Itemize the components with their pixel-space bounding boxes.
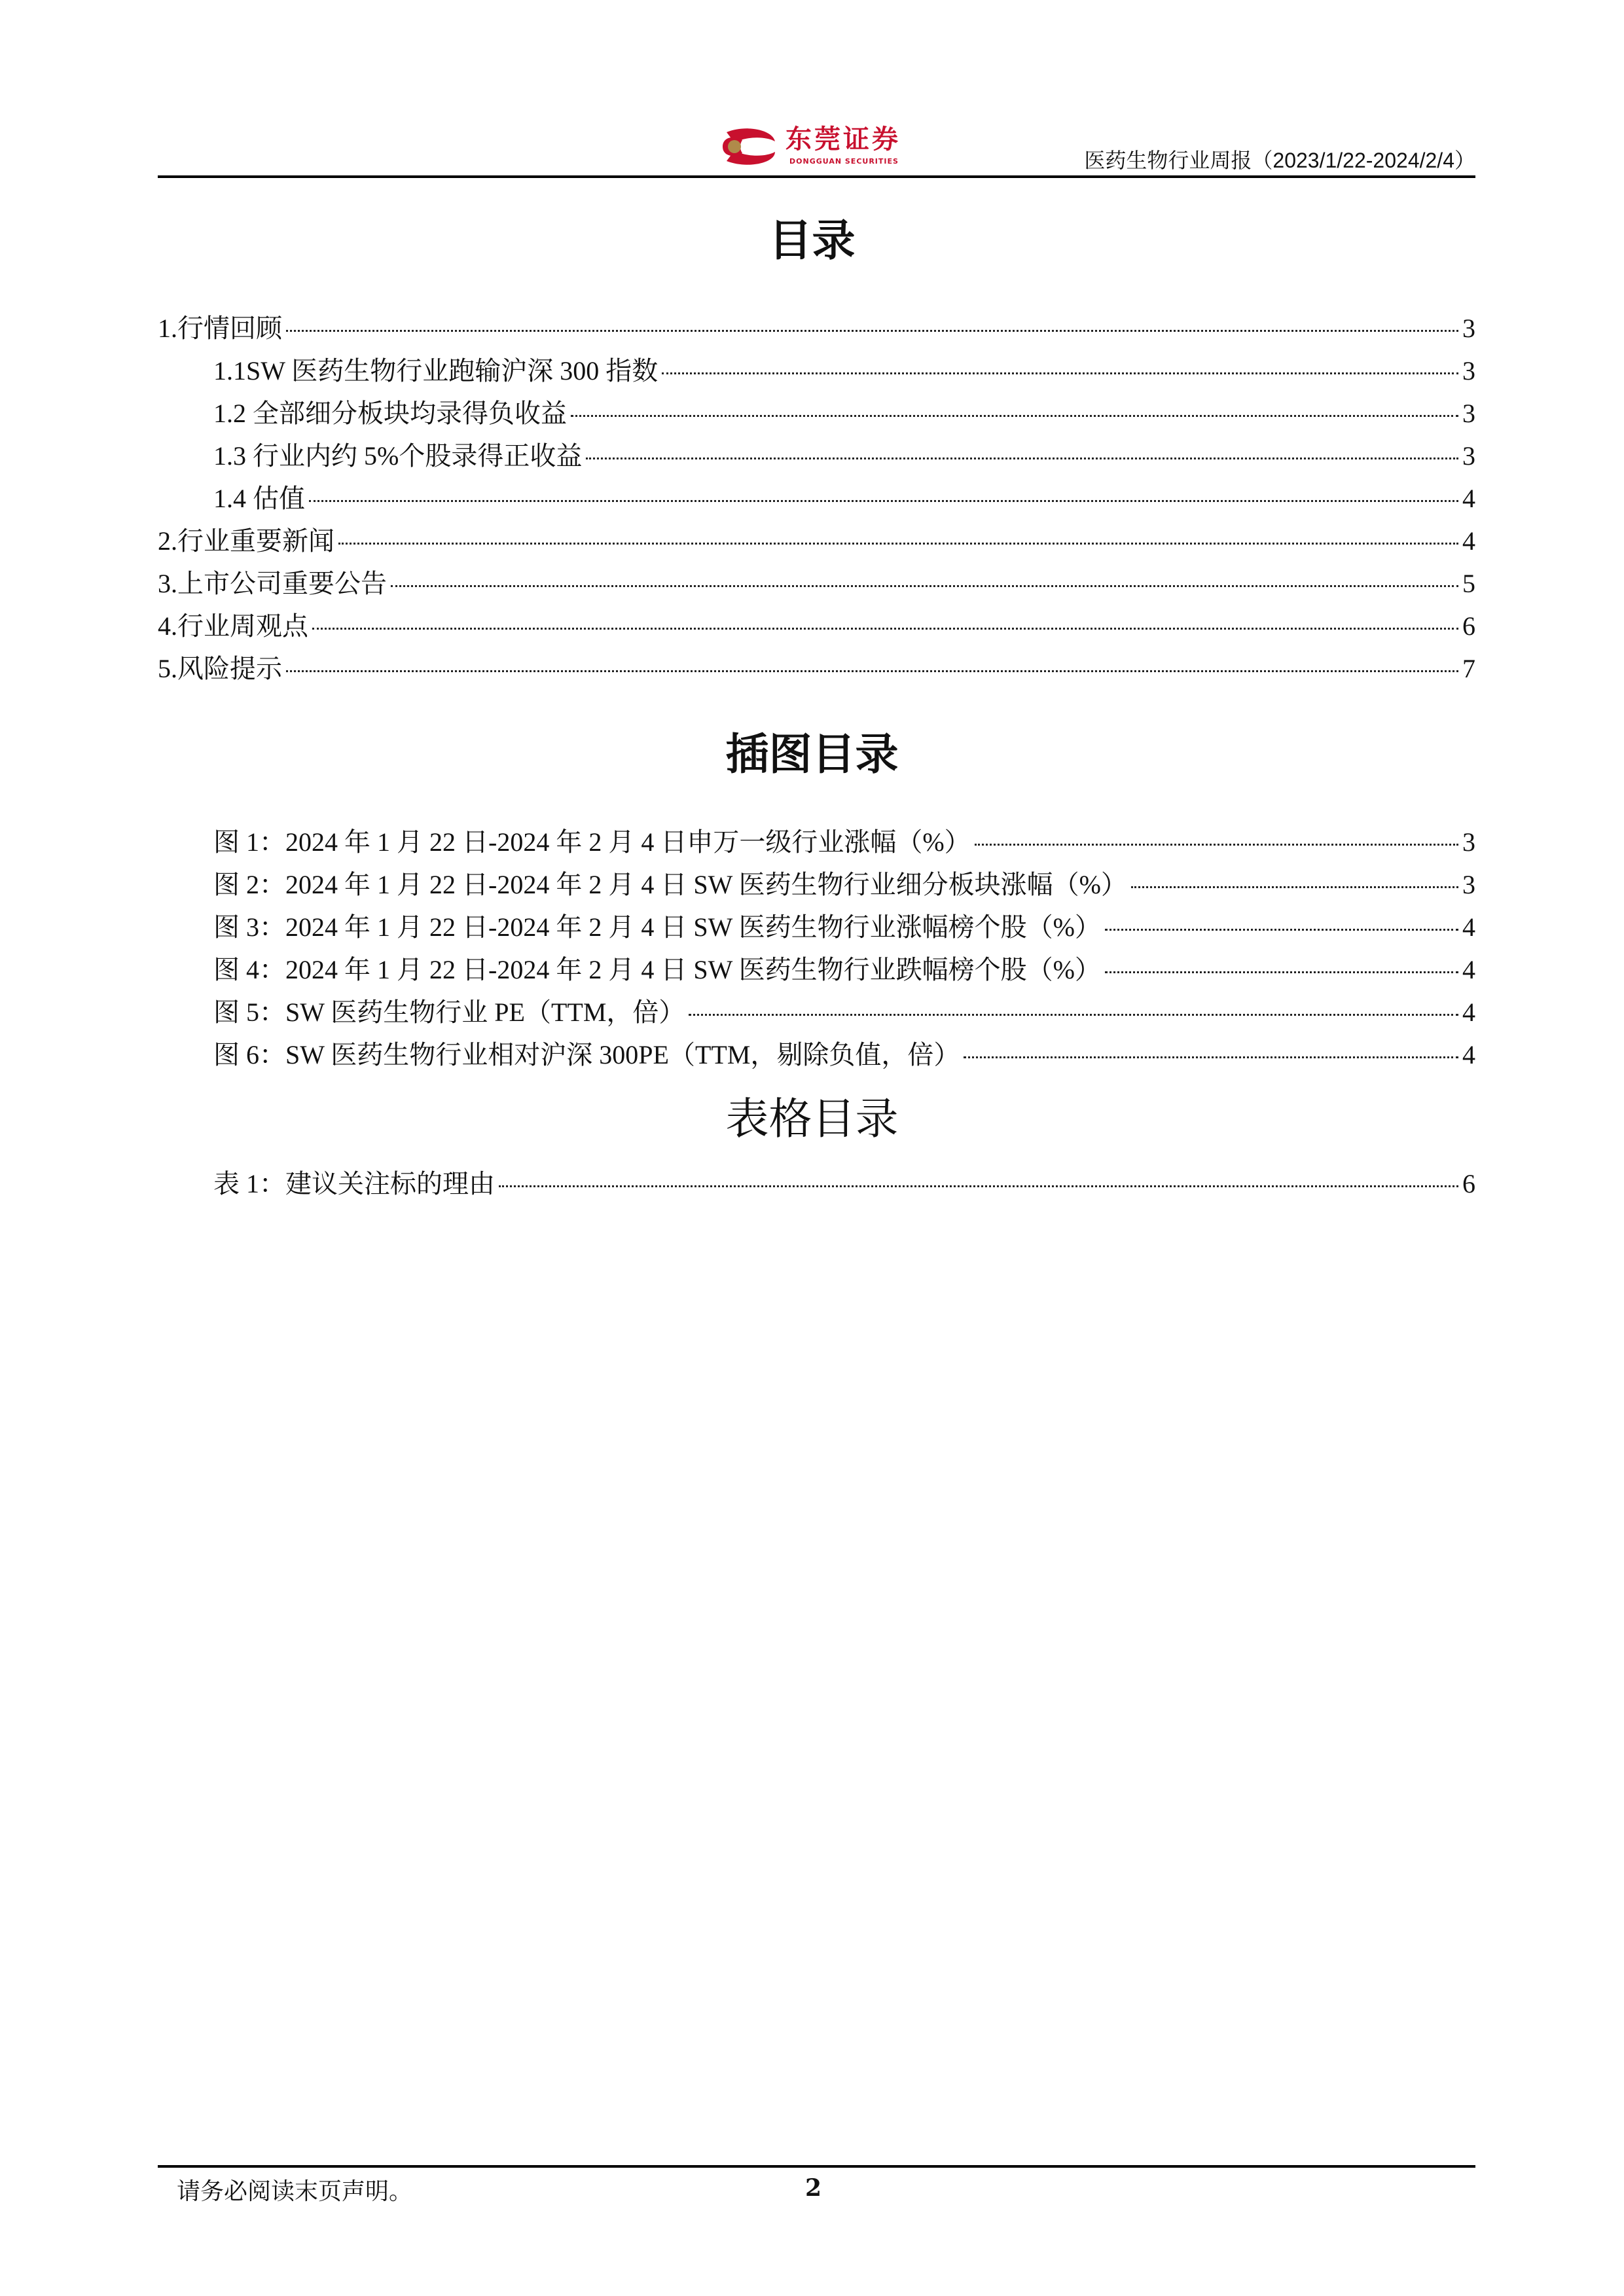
dot-leader (964, 1056, 1458, 1058)
entry-label: 1.3 行业内约 5%个股录得正收益 (213, 441, 583, 471)
toc-entry[interactable] (158, 608, 1475, 645)
entry-label: 图 4：2024 年 1 月 22 日-2024 年 2 月 4 日 SW 医药生物行业跌幅榜个股（%） (213, 955, 1101, 984)
entry-page: 7 (1462, 654, 1475, 683)
dot-leader (975, 844, 1458, 846)
entry-page: 4 (1462, 484, 1475, 513)
disclaimer-note: 请务必阅读末页声明。 (177, 2178, 413, 2205)
tables-heading: 表格目录 (725, 1094, 899, 1144)
entry-page: 4 (1462, 912, 1475, 942)
dot-leader (571, 415, 1458, 417)
figures-entry[interactable] (213, 994, 1475, 1031)
toc-entry[interactable] (213, 353, 1475, 389)
dot-leader (309, 500, 1458, 502)
entry-label: 图 1：2024 年 1 月 22 日-2024 年 2 月 4 日申万一级行业涨幅（%） (213, 827, 971, 857)
entry-page: 4 (1462, 997, 1475, 1027)
figures-entry[interactable] (213, 824, 1475, 861)
company-logo (720, 124, 982, 170)
footer-divider (158, 2165, 1475, 2168)
entry-label: 1.2 全部细分板块均录得负收益 (213, 399, 567, 428)
entry-page: 4 (1462, 526, 1475, 556)
entry-label: 1.4 估值 (213, 484, 305, 513)
dot-leader (286, 670, 1458, 672)
toc-entry[interactable] (213, 395, 1475, 432)
entry-page: 3 (1462, 399, 1475, 428)
entry-page: 6 (1462, 611, 1475, 641)
dot-leader (662, 372, 1458, 374)
entry-label: 2.行业重要新闻 (158, 526, 334, 556)
dot-leader (1105, 971, 1458, 973)
dot-leader (586, 457, 1458, 459)
entry-label: 1.1SW 医药生物行业跑输沪深 300 指数 (213, 356, 659, 386)
toc-entry[interactable] (158, 651, 1475, 687)
toc-entry[interactable] (158, 310, 1475, 347)
entry-page: 4 (1462, 955, 1475, 984)
dot-leader (391, 585, 1458, 587)
logo-text-en: DONGGUAN SECURITIES (789, 157, 899, 166)
entry-page: 6 (1462, 1169, 1475, 1198)
figures-heading: 插图目录 (725, 729, 899, 780)
entry-page: 4 (1462, 1040, 1475, 1069)
entry-label: 1.行情回顾 (158, 314, 282, 343)
toc-entry[interactable] (158, 523, 1475, 560)
toc-entry[interactable] (158, 565, 1475, 602)
entry-page: 3 (1462, 314, 1475, 343)
entry-label: 表 1：建议关注标的理由 (213, 1169, 495, 1198)
dot-leader (689, 1014, 1458, 1016)
figures-entry[interactable] (213, 952, 1475, 988)
dot-leader (1131, 886, 1458, 888)
figures-entry[interactable] (213, 1037, 1475, 1073)
report-title: 医药生物行业周报（2023/1/22-2024/2/4） (1084, 149, 1475, 172)
tables-entry[interactable] (213, 1166, 1475, 1202)
entry-page: 3 (1462, 870, 1475, 899)
toc-entry[interactable] (213, 438, 1475, 475)
entry-page: 3 (1462, 356, 1475, 386)
entry-page: 5 (1462, 569, 1475, 598)
figures-entry[interactable] (213, 909, 1475, 946)
dot-leader (1105, 929, 1458, 931)
entry-label: 5.风险提示 (158, 654, 282, 683)
entry-label: 4.行业周观点 (158, 611, 308, 641)
entry-label: 图 3：2024 年 1 月 22 日-2024 年 2 月 4 日 SW 医药生物行业涨幅榜个股（%） (213, 912, 1101, 942)
dot-leader (499, 1185, 1458, 1187)
dot-leader (338, 543, 1458, 545)
page-number: 2 (805, 2174, 822, 2202)
entry-label: 图 6：SW 医药生物行业相对沪深 300PE（TTM，剔除负值，倍） (213, 1040, 960, 1069)
dot-leader (312, 628, 1458, 630)
entry-page: 3 (1462, 827, 1475, 857)
dot-leader (286, 330, 1458, 332)
logo-mark-icon (720, 127, 779, 166)
toc-entry[interactable] (213, 480, 1475, 517)
entry-label: 图 2：2024 年 1 月 22 日-2024 年 2 月 4 日 SW 医药生物行业细分板块涨幅（%） (213, 870, 1127, 899)
header-divider (158, 175, 1475, 178)
figures-entry[interactable] (213, 867, 1475, 903)
toc-heading: 目录 (768, 215, 856, 266)
logo-text-cn: 东莞证券 (785, 124, 901, 154)
entry-label: 3.上市公司重要公告 (158, 569, 387, 598)
entry-page: 3 (1462, 441, 1475, 471)
entry-label: 图 5：SW 医药生物行业 PE（TTM，倍） (213, 997, 685, 1027)
